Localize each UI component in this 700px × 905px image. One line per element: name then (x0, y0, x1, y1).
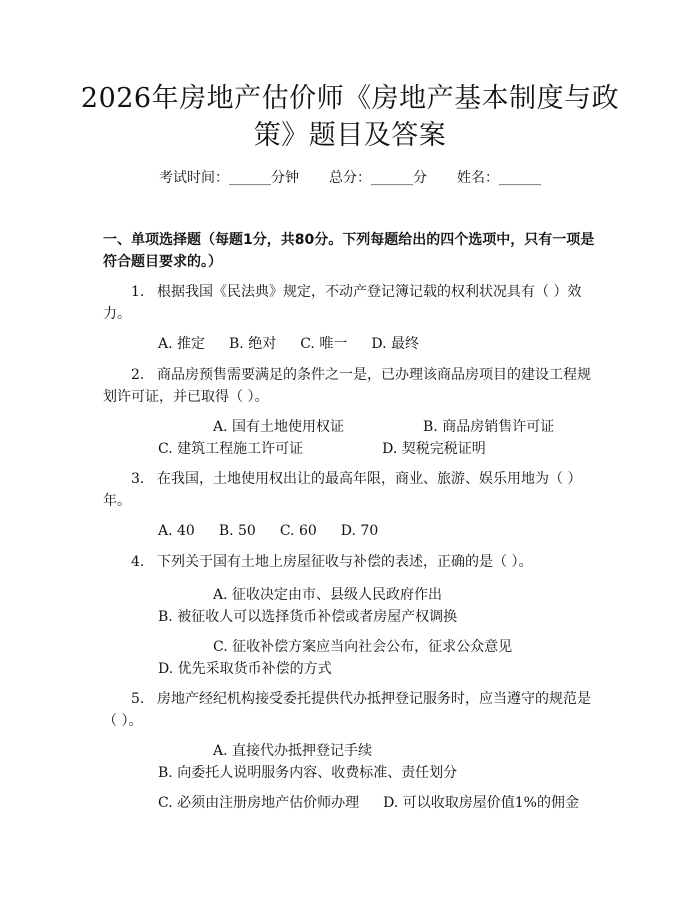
option-b: B. 向委托人说明服务内容、收费标准、责任划分 (158, 765, 458, 781)
option-d: D. 70 (340, 523, 379, 539)
option-a: A. 40 (158, 523, 195, 539)
option-d: D. 可以收取房屋价值1%的佣金 (383, 795, 579, 811)
question-4-options-cd (103, 636, 603, 680)
exam-score: 总分：______分 (329, 170, 427, 186)
exam-info (0, 168, 700, 188)
title-line-2: 策》题目及答案 (253, 120, 447, 151)
question-3-options (103, 520, 658, 542)
question-number: 4. (131, 554, 145, 570)
option-b: B. 50 (218, 523, 256, 539)
option-a: A. 国有土地使用权证 (213, 419, 345, 435)
option-c: C. 建筑工程施工许可证 (158, 441, 304, 457)
question-2-options (103, 416, 603, 460)
question-5 (103, 688, 598, 732)
question-4 (103, 551, 598, 573)
question-5-options-ab (103, 740, 603, 784)
option-b: B. 绝对 (229, 336, 277, 352)
question-2 (103, 364, 598, 408)
option-c: C. 必须由注册房地产估价师办理 (158, 795, 360, 811)
question-text: 在我国，土地使用权出让的最高年限，商业、旅游、娱乐用地为（ ）年。 (103, 471, 582, 509)
question-text: 根据我国《民法典》规定，不动产登记簿记载的权利状况具有（ ）效力。 (103, 284, 582, 322)
exam-name: 姓名：______ (457, 170, 541, 186)
question-number: 5. (131, 691, 145, 707)
question-4-options-ab (103, 584, 603, 628)
question-number: 3. (131, 471, 145, 487)
question-text: 下列关于国有土地上房屋征收与补偿的表述，正确的是（ ）。 (157, 554, 533, 570)
question-1-options (103, 333, 658, 355)
section-title: 一、单项选择题（每题1分，共80分。下列每题给出的四个选项中，只有一项是符合题目要求的。） (103, 232, 595, 270)
option-d: D. 契税完税证明 (382, 441, 486, 457)
question-text: 房地产经纪机构接受委托提供代办抵押登记服务时，应当遵守的规范是（ ）。 (103, 691, 591, 729)
option-c: C. 征收补偿方案应当向社会公布，征求公众意见 (213, 639, 513, 655)
option-a: A. 推定 (158, 336, 206, 352)
question-text: 商品房预售需要满足的条件之一是，已办理该商品房项目的建设工程规划许可证，并已取得（ ）。 (103, 367, 591, 405)
question-number: 2. (131, 367, 145, 383)
option-d: D. 最终 (371, 336, 419, 352)
question-5-options-cd (103, 792, 658, 814)
title-line-1: 2026年房地产估价师《房地产基本制度与政 (80, 83, 620, 114)
question-3 (103, 468, 598, 512)
question-number: 1. (131, 284, 145, 300)
option-b: B. 商品房销售许可证 (423, 419, 555, 435)
option-d: D. 优先采取货币补偿的方式 (158, 661, 332, 677)
option-c: C. 唯一 (300, 336, 348, 352)
option-c: C. 60 (279, 523, 317, 539)
question-1 (103, 281, 598, 325)
option-a: A. 直接代办抵押登记手续 (213, 743, 373, 759)
document-title (60, 80, 640, 154)
option-a: A. 征收决定由市、县级人民政府作出 (213, 587, 443, 603)
option-b: B. 被征收人可以选择货币补偿或者房屋产权调换 (158, 609, 458, 625)
exam-time: 考试时间：______分钟 (159, 170, 299, 186)
